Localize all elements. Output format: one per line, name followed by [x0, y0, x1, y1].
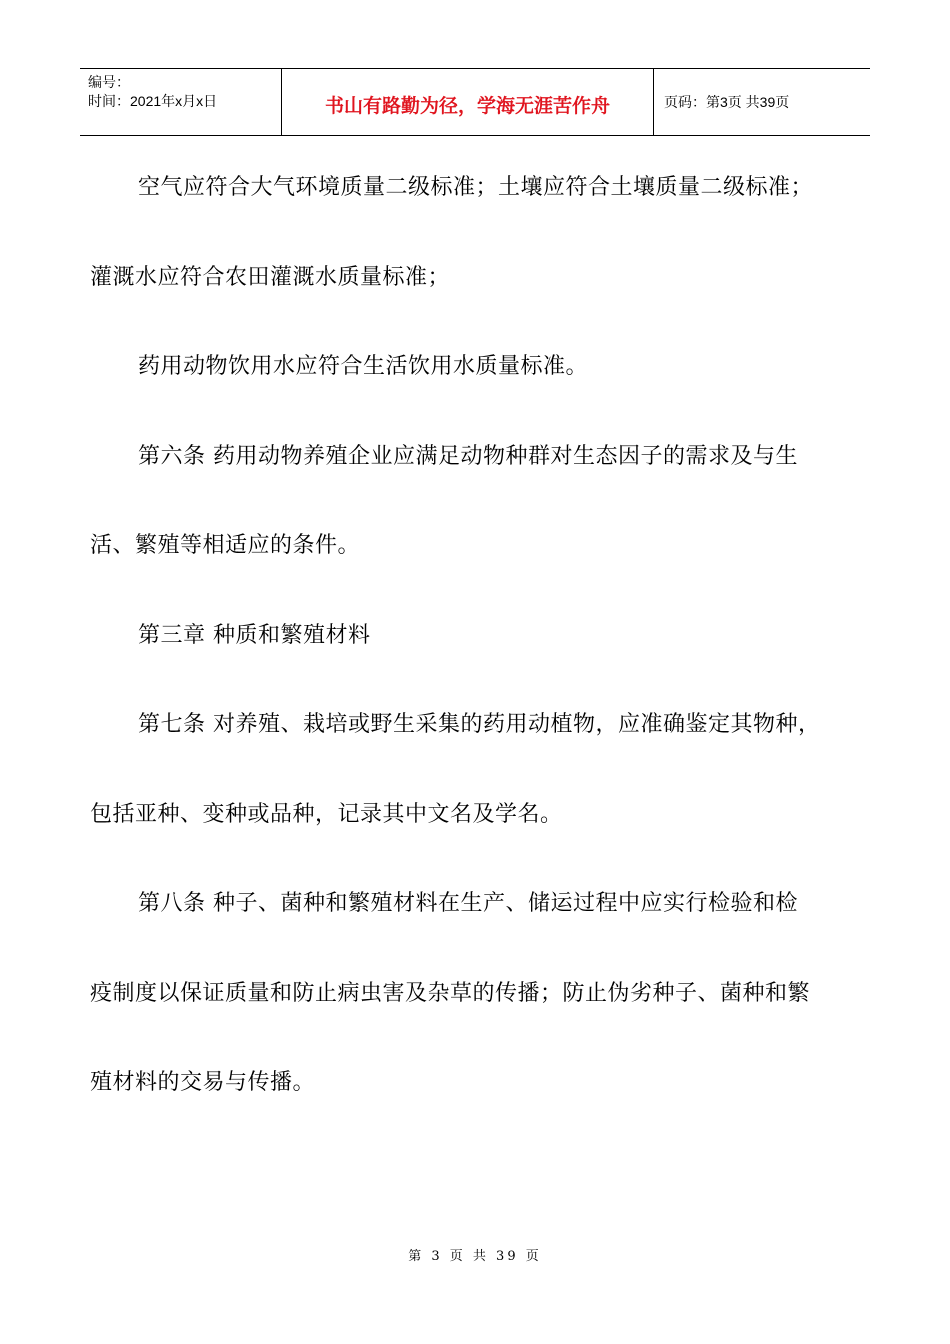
header-page-info: 页码：第3页 共39页 — [664, 94, 790, 110]
article-8-line: 第八条 种子、菌种和繁殖材料在生产、储运过程中应实行检验和检 — [138, 891, 798, 916]
article-7-line: 第七条 对养殖、栽培或野生采集的药用动植物，应准确鉴定其物种， — [138, 712, 821, 737]
paragraph-line: 灌溉水应符合农田灌溉水质量标准； — [90, 264, 451, 290]
paragraph-line: 空气应符合大气环境质量二级标准；土壤应符合土壤质量二级标准； — [138, 175, 814, 200]
header-meta-cell — [80, 69, 282, 135]
header-table — [80, 68, 870, 136]
header-motto: 书山有路勤为径，学海无涯苦作舟 — [324, 94, 610, 117]
document-time-label: 时间：2021年x月x日 — [88, 93, 218, 109]
document-number-label: 编号： — [88, 74, 130, 90]
paragraph-line: 药用动物饮用水应符合生活饮用水质量标准。 — [138, 354, 589, 379]
paragraph-line: 殖材料的交易与传播。 — [90, 1070, 316, 1095]
paragraph-line: 活、繁殖等相适应的条件。 — [90, 533, 361, 558]
header-motto-cell — [282, 69, 654, 135]
paragraph-line: 包括亚种、变种或品种，记录其中文名及学名。 — [90, 801, 563, 827]
document-body — [90, 166, 860, 1151]
footer-page-number: 第 3 页 共 39 页 — [408, 1249, 542, 1264]
paragraph-line: 疫制度以保证质量和防止病虫害及杂草的传播；防止伪劣种子、菌种和繁 — [90, 980, 811, 1006]
article-6-line: 第六条 药用动物养殖企业应满足动物种群对生态因子的需求及与生 — [138, 443, 798, 469]
chapter-heading: 第三章 种质和繁殖材料 — [138, 622, 371, 648]
header-page-cell — [654, 69, 870, 135]
